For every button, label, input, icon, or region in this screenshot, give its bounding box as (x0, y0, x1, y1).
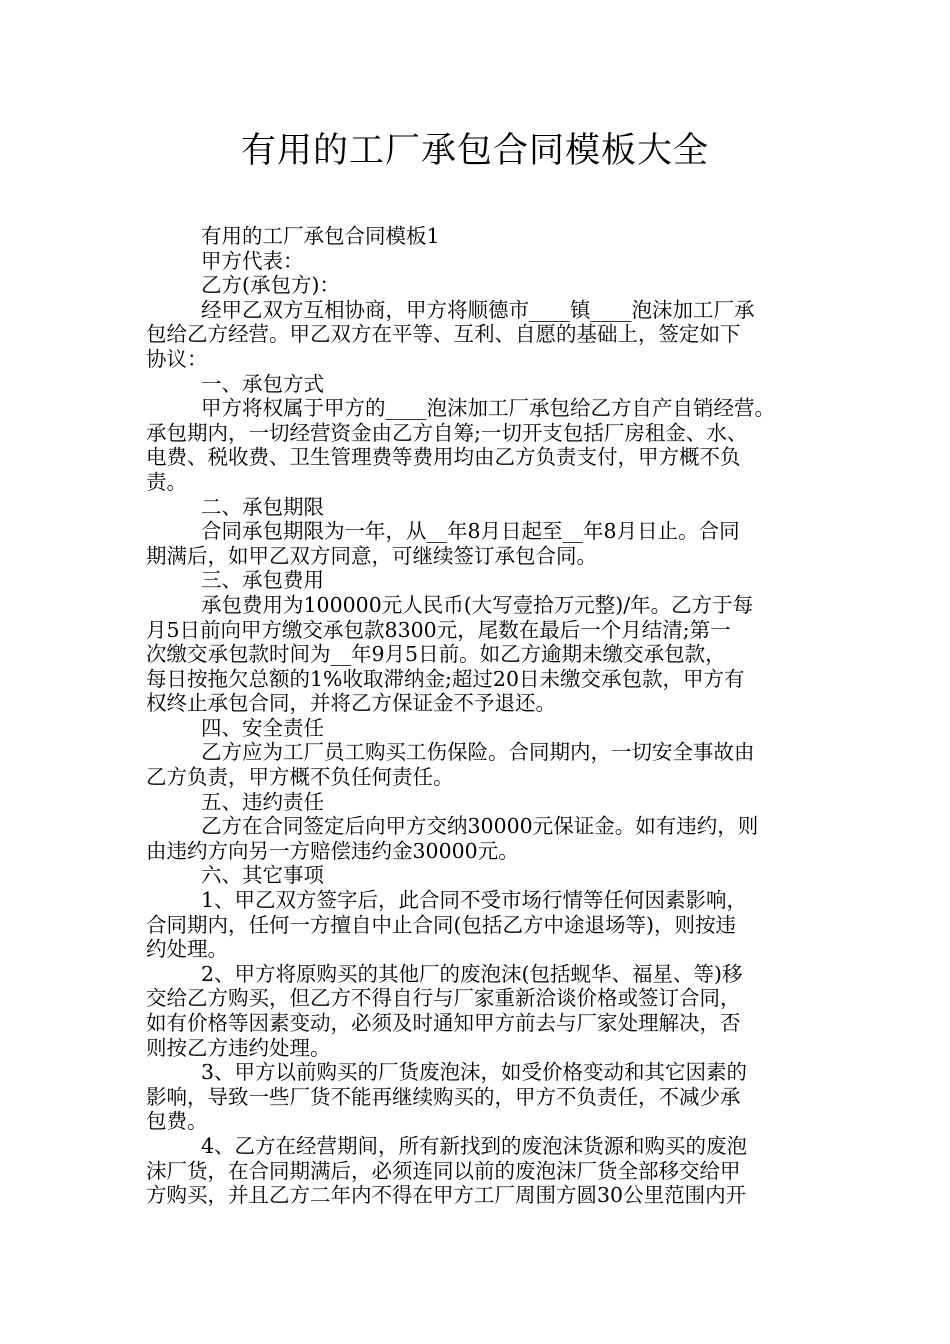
text-line: 承包费用为100000元人民币(大写壹拾万元整)/年。乙方于每 (201, 592, 754, 617)
text-line: 合同期内，任何一方擅自中止合同(包括乙方中途退场等)，则按违 (146, 912, 736, 937)
text-line: 方购买，并且乙方二年内不得在甲方工厂周围方圆30公里范围内开 (146, 1183, 747, 1208)
text-line: 甲方代表： (201, 248, 304, 273)
text-line: 经甲乙双方互相协商，甲方将顺德市____镇____泡沫加工厂承 (201, 297, 755, 322)
text-line: 五、违约责任 (201, 789, 324, 814)
text-line: 3、甲方以前购买的厂货废泡沫，如受价格变动和其它因素的 (201, 1060, 748, 1085)
text-line: 沫厂货，在合同期满后，必须连同以前的废泡沫厂货全部移交给甲 (146, 1158, 741, 1183)
text-line: 乙方在合同签定后向甲方交纳30000元保证金。如有违约，则 (201, 814, 759, 839)
text-line: 电费、税收费、卫生管理费等费用均由乙方负责支付，甲方概不负 (146, 445, 741, 470)
text-line: 乙方应为工厂员工购买工伤保险。合同期内，一切安全事故由 (201, 740, 755, 765)
text-line: 约处理。 (146, 937, 228, 962)
text-line: 期满后，如甲乙双方同意，可继续签订承包合同。 (146, 543, 597, 568)
text-line: 交给乙方购买，但乙方不得自行与厂家重新洽谈价格或签订合同， (146, 986, 741, 1011)
text-line: 次缴交承包款时间为__年9月5日前。如乙方逾期未缴交承包款， (146, 642, 726, 667)
document-body (146, 224, 810, 1208)
text-line: 二、承包期限 (201, 494, 324, 519)
text-line: 4、乙方在经营期间，所有新找到的废泡沫货源和购买的废泡 (201, 1133, 748, 1158)
document-title: 有用的工厂承包合同模板大全 (240, 131, 709, 171)
text-line: 乙方(承包方)： (201, 273, 340, 298)
text-line: 有用的工厂承包合同模板1 (201, 224, 440, 248)
text-line: 1、甲乙双方签字后，此合同不受市场行情等任何因素影响， (201, 888, 748, 913)
text-line: 责。 (146, 469, 187, 494)
text-line: 一、承包方式 (201, 371, 324, 396)
text-line: 甲方将权属于甲方的____泡沫加工厂承包给乙方自产自销经营。 (201, 396, 775, 421)
text-line: 2、甲方将原购买的其他厂的废泡沫(包括蚬华、福星、等)移 (201, 961, 743, 986)
text-line: 乙方负责，甲方概不负任何责任。 (146, 765, 454, 790)
text-line: 包给乙方经营。甲乙双方在平等、互利、自愿的基础上，签定如下 (146, 322, 741, 347)
text-line: 由违约方向另一方赔偿违约金30000元。 (146, 838, 519, 863)
text-line: 协议： (146, 346, 208, 371)
text-line: 四、安全责任 (201, 715, 324, 740)
text-line: 如有价格等因素变动，必须及时通知甲方前去与厂家处理解决，否 (146, 1011, 741, 1035)
text-line: 三、承包费用 (201, 568, 324, 593)
text-line: 包费。 (146, 1109, 208, 1134)
text-line: 六、其它事项 (201, 863, 324, 888)
text-line: 合同承包期限为一年，从__年8月日起至__年8月日止。合同 (201, 519, 740, 544)
text-line: 每日按拖欠总额的1%收取滞纳金;超过20日未缴交承包款，甲方有 (146, 666, 745, 691)
text-line: 则按乙方违约处理。 (146, 1035, 331, 1060)
text-line: 影响，导致一些厂货不能再继续购买的，甲方不负责任，不减少承 (146, 1084, 741, 1109)
text-line: 月5日前向甲方缴交承包款8300元，尾数在最后一个月结清;第一 (146, 617, 731, 642)
text-line: 承包期内，一切经营资金由乙方自筹;一切开支包括厂房租金、水、 (146, 420, 748, 445)
text-line: 权终止承包合同，并将乙方保证金不予退还。 (146, 691, 556, 716)
